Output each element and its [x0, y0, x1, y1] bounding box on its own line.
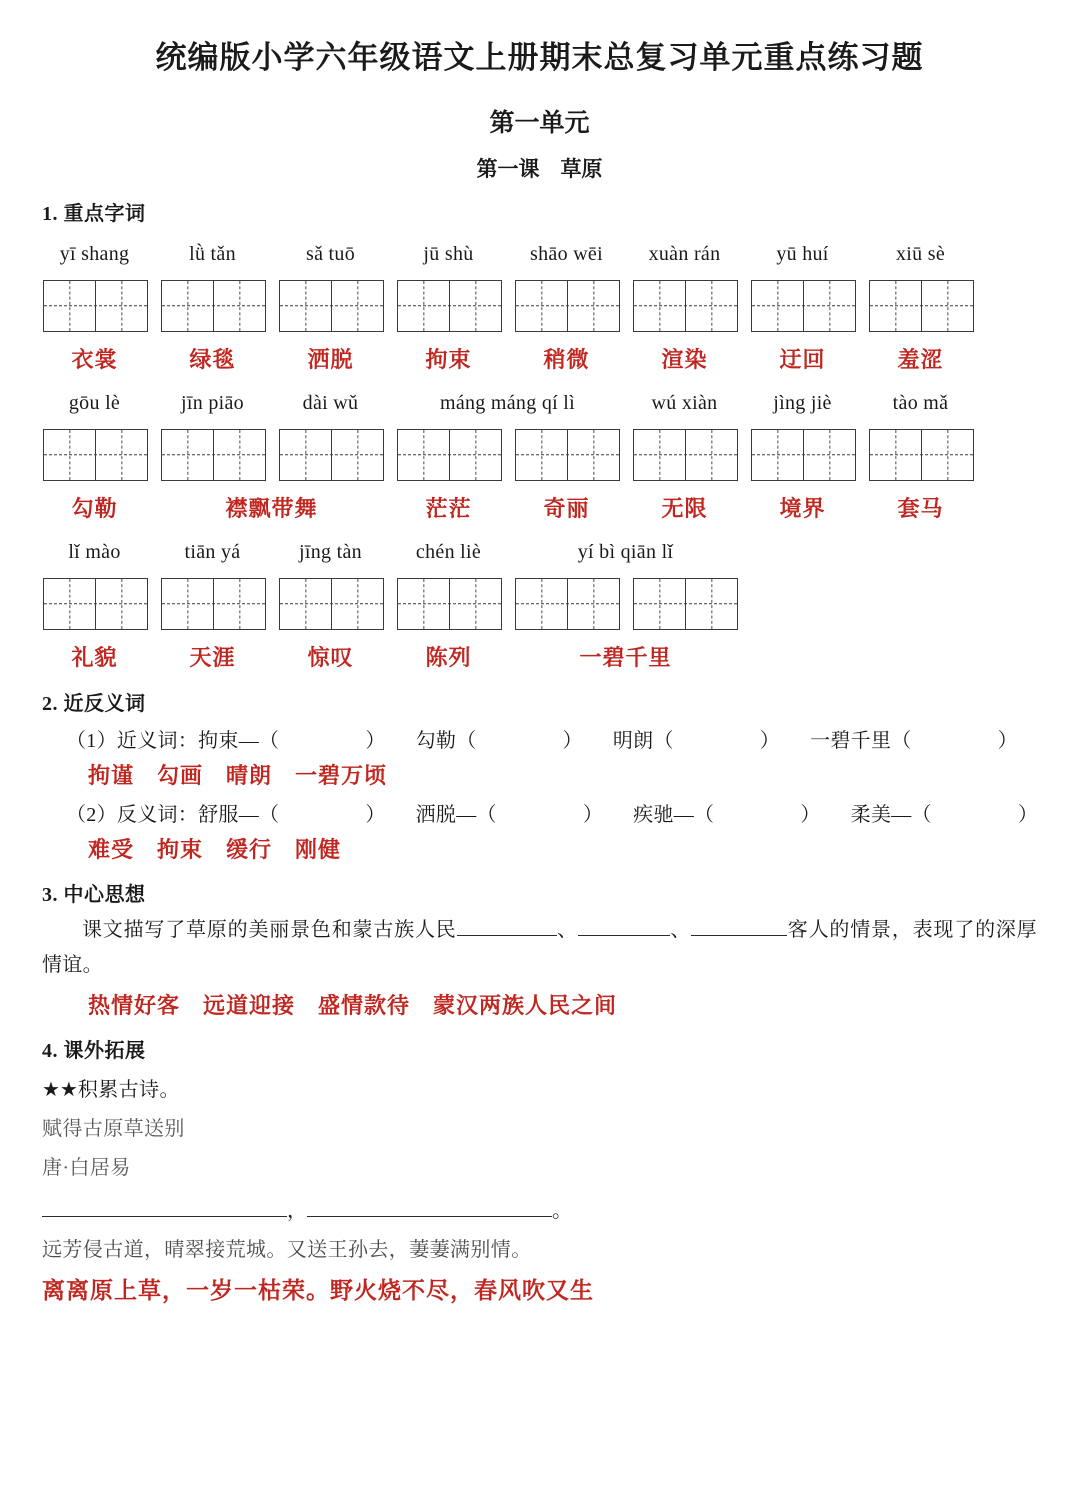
grid-cell[interactable]: [803, 430, 855, 480]
paren-close: ）: [562, 730, 583, 752]
character-box[interactable]: [515, 280, 620, 332]
separator: 、: [556, 919, 578, 941]
character-box[interactable]: [43, 429, 148, 481]
answer-row-2: [42, 490, 1043, 524]
answer-blank[interactable]: [578, 935, 670, 936]
pinyin-row-2: [42, 381, 1043, 415]
grid-cell[interactable]: [803, 281, 855, 331]
grid-cell[interactable]: [162, 579, 213, 629]
grid-cell[interactable]: [685, 579, 737, 629]
character-box[interactable]: [397, 578, 502, 630]
grid-cell[interactable]: [870, 430, 921, 480]
antonyms-question-line: [66, 798, 1043, 827]
synonyms-label: （1）近义词：: [66, 730, 199, 752]
pinyin-label: chén liè: [415, 541, 482, 563]
page-title: 统编版小学六年级语文上册期末总复习单元重点练习题: [155, 40, 924, 75]
character-box[interactable]: [279, 429, 384, 481]
paren-close: ）: [997, 730, 1018, 752]
poem-author: 唐·白居易: [42, 1157, 131, 1179]
answer-row-3: [42, 639, 1043, 673]
answer-word: 绿毯: [189, 346, 236, 372]
antonyms-label: （2）反义词：: [66, 804, 199, 826]
pinyin-label: gōu lè: [68, 392, 121, 414]
answer-word: 迂回: [779, 346, 826, 372]
character-box[interactable]: [751, 280, 856, 332]
character-box[interactable]: [515, 578, 620, 630]
character-box[interactable]: [397, 280, 502, 332]
answer-word: 羞涩: [897, 346, 944, 372]
answer-blank[interactable]: [691, 935, 787, 936]
section4-heading: 4. 课外拓展: [42, 1040, 146, 1062]
grid-cell[interactable]: [567, 430, 619, 480]
answer-blank[interactable]: [42, 1216, 287, 1217]
pinyin-label: jīng tàn: [299, 541, 362, 563]
pinyin-label: yí bì qiān lǐ: [577, 541, 674, 563]
grid-cell[interactable]: [516, 579, 567, 629]
grid-cell[interactable]: [280, 430, 331, 480]
character-box[interactable]: [633, 280, 738, 332]
grid-cell[interactable]: [44, 281, 95, 331]
extension-task-label: 积累古诗。: [77, 1079, 180, 1101]
answer-word: 无限: [661, 495, 708, 521]
synonym-item: 明朗（: [612, 730, 674, 752]
grid-cell[interactable]: [567, 579, 619, 629]
character-box[interactable]: [43, 578, 148, 630]
grid-cell[interactable]: [449, 430, 501, 480]
lesson-title: 第一课 草原: [476, 157, 603, 181]
answer-word: 陈列: [425, 644, 472, 670]
extension-task-line: [42, 1073, 1043, 1102]
main-idea-text-c: 的深厚情谊。: [42, 919, 1037, 976]
grid-cell[interactable]: [398, 579, 449, 629]
grid-cell[interactable]: [634, 430, 685, 480]
grid-cell[interactable]: [95, 430, 147, 480]
grid-cell[interactable]: [95, 579, 147, 629]
pinyin-label: shāo wēi: [530, 243, 603, 265]
blank-period: 。: [552, 1200, 572, 1222]
character-box[interactable]: [279, 578, 384, 630]
antonym-item: 疾驰—（: [633, 804, 715, 826]
pinyin-label: jìng jiè: [773, 392, 832, 414]
answer-word: 洒脱: [307, 346, 354, 372]
pinyin-label: máng máng qí lì: [439, 392, 576, 414]
poem-known-lines: 远芳侵古道，晴翠接荒城。又送王孙去，萋萋满别情。: [42, 1239, 532, 1261]
synonym-item: 一碧千里（: [810, 730, 912, 752]
pinyin-label: dài wǔ: [302, 392, 359, 414]
answer-row-1: [42, 341, 1043, 375]
star-icon: ★★: [42, 1079, 78, 1101]
pinyin-label: yī shang: [59, 243, 130, 265]
answer-word: 襟飘带舞: [225, 495, 318, 521]
grid-cell[interactable]: [516, 430, 567, 480]
grid-cell[interactable]: [870, 281, 921, 331]
separator: 、: [669, 919, 692, 941]
pinyin-label: wú xiàn: [651, 392, 718, 414]
paren-close: ）: [365, 730, 386, 752]
answer-word: 拘束: [425, 346, 472, 372]
grid-cell[interactable]: [213, 430, 265, 480]
answer-word: 勾勒: [71, 495, 118, 521]
answer-word: 一碧千里: [579, 644, 672, 670]
pinyin-label: lǐ mào: [68, 541, 121, 563]
poem-blank-line: [42, 1194, 1043, 1223]
grid-cell[interactable]: [449, 281, 501, 331]
worksheet-page: [0, 32, 1079, 1503]
answer-blank[interactable]: [307, 1216, 552, 1217]
grid-cell[interactable]: [398, 281, 449, 331]
poem-answer-lines: 离离原上草，一岁一枯荣。野火烧不尽，春风吹又生: [42, 1278, 594, 1303]
pinyin-row-1: [42, 232, 1043, 266]
poem-title: 赋得古原草送别: [42, 1118, 185, 1140]
grid-cell[interactable]: [921, 430, 973, 480]
paren-close: ）: [365, 804, 386, 826]
main-idea-answers: 热情好客 远道迎接 盛情款待 蒙汉两族人民之间: [88, 993, 618, 1018]
grid-cell[interactable]: [634, 579, 685, 629]
grid-cell[interactable]: [567, 281, 619, 331]
paren-close: ）: [1017, 804, 1039, 826]
main-idea-paragraph: [42, 913, 1037, 983]
grid-cell[interactable]: [162, 281, 213, 331]
pinyin-label: xuàn rán: [648, 243, 721, 265]
grid-cell[interactable]: [280, 579, 331, 629]
pinyin-label: jū shù: [423, 243, 474, 265]
grid-cell[interactable]: [921, 281, 973, 331]
pinyin-label: tào mǎ: [892, 392, 949, 414]
antonym-item: 洒脱—（: [415, 804, 497, 826]
unit-title: 第一单元: [489, 110, 590, 137]
answer-blank[interactable]: [457, 935, 557, 936]
antonym-item: 舒服—（: [198, 804, 280, 826]
grid-cell[interactable]: [44, 579, 95, 629]
grid-cell[interactable]: [44, 430, 95, 480]
pinyin-row-3: [42, 530, 1043, 564]
answer-word: 套马: [897, 495, 944, 521]
answer-word: 惊叹: [307, 644, 354, 670]
pinyin-label: xiū sè: [895, 243, 946, 265]
grid-cell[interactable]: [752, 430, 803, 480]
grid-cell[interactable]: [95, 281, 147, 331]
antonym-item: 柔美—（: [850, 804, 932, 826]
answer-word: 稍微: [543, 346, 590, 372]
character-box[interactable]: [161, 578, 266, 630]
grid-cell[interactable]: [331, 579, 383, 629]
synonyms-answers: 拘谨 勾画 晴朗 一碧万顷: [88, 763, 388, 788]
answer-word: 渲染: [661, 346, 708, 372]
answer-word: 天涯: [189, 644, 236, 670]
character-box[interactable]: [279, 280, 384, 332]
pinyin-label: lǜ tǎn: [189, 243, 236, 265]
grid-cell[interactable]: [331, 430, 383, 480]
section1-heading: 1. 重点字词: [42, 203, 146, 225]
grid-cell[interactable]: [634, 281, 685, 331]
synonym-item: 勾勒（: [415, 730, 477, 752]
character-grid-row-1: [43, 280, 1043, 332]
answer-word: 奇丽: [543, 495, 590, 521]
main-idea-text-b: 客人的情景，表现了: [787, 919, 976, 941]
grid-cell[interactable]: [280, 281, 331, 331]
grid-cell[interactable]: [449, 579, 501, 629]
answer-word: 境界: [779, 495, 826, 521]
section2-heading: 2. 近反义词: [42, 693, 146, 715]
grid-cell[interactable]: [685, 281, 737, 331]
character-box[interactable]: [43, 280, 148, 332]
grid-cell[interactable]: [685, 430, 737, 480]
character-grid-row-2: [43, 429, 1043, 481]
character-box[interactable]: [633, 578, 738, 630]
grid-cell[interactable]: [516, 281, 567, 331]
character-box[interactable]: [869, 280, 974, 332]
synonyms-question-line: [66, 724, 1043, 753]
paren-close: ）: [800, 804, 821, 826]
antonyms-answers: 难受 拘束 缓行 刚健: [88, 837, 342, 862]
character-box[interactable]: [751, 429, 856, 481]
blank-comma: ，: [287, 1200, 307, 1222]
pinyin-label: jīn piāo: [181, 392, 244, 414]
grid-cell[interactable]: [213, 579, 265, 629]
main-idea-text-a: 课文描写了草原的美丽景色和蒙古族人民: [82, 919, 457, 941]
pinyin-label: yū huí: [776, 243, 829, 265]
character-box[interactable]: [397, 429, 502, 481]
character-box[interactable]: [161, 280, 266, 332]
character-grid-row-3: [43, 578, 1043, 630]
grid-cell[interactable]: [752, 281, 803, 331]
pinyin-label: tiān yá: [184, 541, 241, 563]
answer-word: 茫茫: [425, 495, 472, 521]
answer-word: 礼貌: [71, 644, 118, 670]
section3-heading: 3. 中心思想: [42, 884, 146, 906]
grid-cell[interactable]: [398, 430, 449, 480]
character-box[interactable]: [515, 429, 620, 481]
answer-word: 衣裳: [71, 346, 118, 372]
paren-close: ）: [759, 730, 781, 752]
synonym-item: 拘束—（: [198, 730, 280, 752]
character-box[interactable]: [161, 429, 266, 481]
character-box[interactable]: [633, 429, 738, 481]
grid-cell[interactable]: [213, 281, 265, 331]
paren-close: ）: [582, 804, 604, 826]
grid-cell[interactable]: [162, 430, 213, 480]
character-box[interactable]: [869, 429, 974, 481]
grid-cell[interactable]: [331, 281, 383, 331]
pinyin-label: sǎ tuō: [305, 243, 356, 265]
